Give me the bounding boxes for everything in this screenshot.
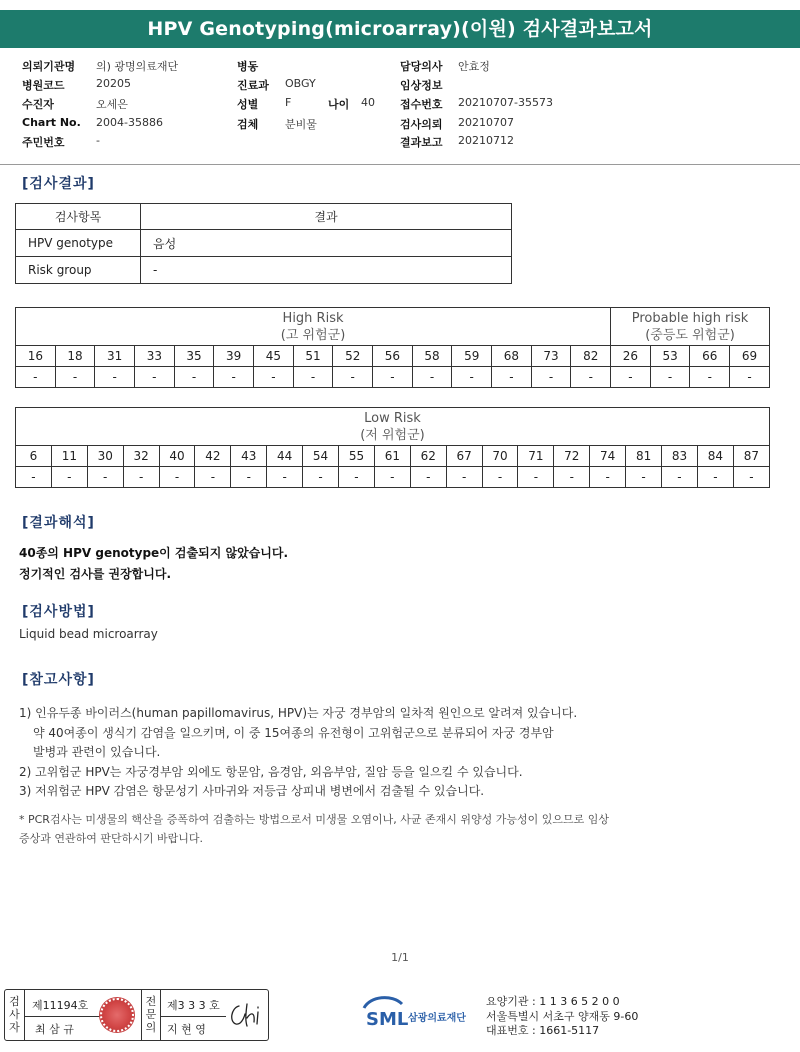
method-text: Liquid bead microarray <box>19 627 158 641</box>
examiner-seal-icon <box>100 998 134 1032</box>
low-risk-type-row <box>16 446 770 467</box>
genotype-number-cell: 40 <box>159 446 195 467</box>
resident-label: 주민번호 <box>22 136 65 149</box>
report-date-label: 결과보고 <box>400 136 443 149</box>
genotype-number-cell: 35 <box>174 346 214 367</box>
genotype-result-cell: - <box>339 467 375 488</box>
genotype-number-cell: 73 <box>531 346 571 367</box>
genotype-result-cell: - <box>16 467 52 488</box>
genotype-number-cell: 62 <box>410 446 446 467</box>
genotype-result-cell: - <box>55 367 95 388</box>
genotype-number-cell: 82 <box>571 346 611 367</box>
probable-high-risk-title: Probable high risk <box>631 310 749 326</box>
genotype-number-cell: 26 <box>611 346 651 367</box>
request-label: 검사의뢰 <box>400 118 443 131</box>
genotype-number-cell: 39 <box>214 346 254 367</box>
genotype-result-cell: - <box>650 367 690 388</box>
note-item: 1) 인유두종 바이러스(human papillomavirus, HPV)는 자궁 경부암의 일차적 원인으로 알려져 있습니다. <box>19 706 578 720</box>
genotype-number-cell: 84 <box>697 446 733 467</box>
genotype-number-cell: 66 <box>690 346 730 367</box>
genotype-number-cell: 68 <box>492 346 532 367</box>
svg-text:SML: SML <box>366 1009 409 1030</box>
genotype-result-cell: - <box>690 367 730 388</box>
signature-icon <box>227 1000 265 1030</box>
hospital-code-value: 20205 <box>96 77 131 90</box>
institution-label: 의뢰기관명 <box>22 60 76 73</box>
page-number: 1/1 <box>391 951 409 964</box>
genotype-result-cell: - <box>373 367 413 388</box>
divider <box>161 1016 226 1017</box>
genotype-result-cell: - <box>16 367 56 388</box>
patient-value: 오세은 <box>96 98 128 111</box>
sex-value: F <box>285 96 292 109</box>
company-phone: 대표번호 : 1661-5117 <box>486 1024 600 1037</box>
patient-label: 수진자 <box>22 98 54 111</box>
genotype-result-cell: - <box>554 467 590 488</box>
receipt-value: 20210707-35573 <box>458 96 553 109</box>
patient-info-block <box>0 57 800 165</box>
genotype-number-cell: 16 <box>16 346 56 367</box>
genotype-number-cell: 72 <box>554 446 590 467</box>
note-item: 2) 고위험군 HPV는 자궁경부암 외에도 항문암, 음경암, 외음부암, 질암 등을 일으킬 수 있습니다. <box>19 764 523 779</box>
examiner-label-text: 검 사 자 <box>9 995 20 1034</box>
genotype-result-cell: - <box>730 367 770 388</box>
interpretation-line: 40종의 HPV genotype이 검출되지 않았습니다. <box>19 546 289 560</box>
result-item-cell: Risk group <box>16 257 141 284</box>
genotype-result-cell: - <box>135 367 175 388</box>
result-item-cell: HPV genotype <box>16 230 141 257</box>
note-item: 3) 저위험군 HPV 감염은 항문성기 사마귀와 저등급 상피내 병변에서 검출될 수 있습니다. <box>19 784 485 798</box>
sex-label: 성별 <box>237 98 259 111</box>
genotype-number-cell: 74 <box>590 446 626 467</box>
examiner-name: 최 삼 규 <box>35 1023 74 1036</box>
genotype-result-cell: - <box>571 367 611 388</box>
probable-high-risk-header <box>611 308 770 346</box>
genotype-number-cell: 69 <box>730 346 770 367</box>
genotype-number-cell: 56 <box>373 346 413 367</box>
examiner-label <box>5 990 25 1040</box>
genotype-number-cell: 70 <box>482 446 518 467</box>
genotype-result-cell: - <box>662 467 698 488</box>
genotype-result-cell: - <box>303 467 339 488</box>
genotype-result-cell: - <box>452 367 492 388</box>
method-section-title: [검사방법] <box>22 604 95 620</box>
request-value: 20210707 <box>458 116 514 129</box>
specimen-label: 검체 <box>237 118 259 131</box>
genotype-result-cell: - <box>293 367 333 388</box>
genotype-number-cell: 42 <box>195 446 231 467</box>
genotype-number-cell: 51 <box>293 346 333 367</box>
divider <box>25 1016 103 1017</box>
genotype-result-cell: - <box>214 367 254 388</box>
genotype-result-cell: - <box>254 367 294 388</box>
company-name: 삼광의료재단 <box>408 1013 466 1024</box>
genotype-number-cell: 53 <box>650 346 690 367</box>
specialist-label-text: 전 문 의 <box>145 995 157 1034</box>
interpretation-line: 정기적인 검사를 권장합니다. <box>19 567 172 581</box>
genotype-result-cell: - <box>531 367 571 388</box>
footnote-line: 증상과 연관하여 판단하시기 바랍니다. <box>19 832 204 845</box>
col-item-header: 검사항목 <box>16 204 141 230</box>
specialist-name: 지 현 영 <box>167 1023 206 1036</box>
genotype-number-cell: 33 <box>135 346 175 367</box>
genotype-result-cell: - <box>611 367 651 388</box>
high-risk-subtitle: (고 위험군) <box>280 327 346 343</box>
genotype-number-cell: 83 <box>662 446 698 467</box>
result-value-cell: - <box>141 257 512 284</box>
genotype-result-cell: - <box>123 467 159 488</box>
genotype-number-cell: 71 <box>518 446 554 467</box>
specimen-value: 분비물 <box>285 118 317 131</box>
genotype-result-cell: - <box>697 467 733 488</box>
dept-value: OBGY <box>285 77 316 90</box>
chart-value: 2004-35886 <box>96 116 163 129</box>
genotype-number-cell: 61 <box>374 446 410 467</box>
genotype-result-cell: - <box>733 467 769 488</box>
high-risk-header <box>16 308 611 346</box>
genotype-number-cell: 87 <box>733 446 769 467</box>
probable-high-risk-subtitle: (중등도 위험군) <box>645 327 735 343</box>
genotype-result-cell: - <box>267 467 303 488</box>
genotype-result-cell: - <box>51 467 87 488</box>
genotype-result-cell: - <box>412 367 452 388</box>
genotype-result-cell: - <box>159 467 195 488</box>
genotype-number-cell: 32 <box>123 446 159 467</box>
hospital-code-label: 병원코드 <box>22 79 65 92</box>
genotype-number-cell: 31 <box>95 346 135 367</box>
result-table <box>15 203 512 284</box>
genotype-result-cell: - <box>590 467 626 488</box>
genotype-result-cell: - <box>482 467 518 488</box>
genotype-result-cell: - <box>333 367 373 388</box>
ward-label: 병동 <box>237 60 259 73</box>
report-date-value: 20210712 <box>458 134 514 147</box>
genotype-number-cell: 58 <box>412 346 452 367</box>
high-risk-type-row <box>16 346 770 367</box>
high-risk-value-row <box>16 367 770 388</box>
genotype-result-cell: - <box>231 467 267 488</box>
genotype-result-cell: - <box>95 367 135 388</box>
low-risk-subtitle: (저 위험군) <box>360 427 425 443</box>
genotype-number-cell: 30 <box>87 446 123 467</box>
col-result-header: 결과 <box>141 204 512 230</box>
company-address: 서울특별시 서초구 양재동 9-60 <box>486 1009 639 1023</box>
genotype-number-cell: 81 <box>626 446 662 467</box>
chart-label: Chart No. <box>22 116 81 129</box>
genotype-number-cell: 43 <box>231 446 267 467</box>
specialist-label <box>141 990 161 1040</box>
genotype-result-cell: - <box>518 467 554 488</box>
low-risk-genotype-table <box>15 407 770 488</box>
genotype-number-cell: 45 <box>254 346 294 367</box>
company-info <box>486 995 638 1039</box>
age-value: 40 <box>361 96 375 109</box>
genotype-result-cell: - <box>374 467 410 488</box>
company-code: 요양기관 : 1 1 3 6 5 2 0 0 <box>486 995 620 1008</box>
table-row <box>16 230 512 257</box>
genotype-number-cell: 52 <box>333 346 373 367</box>
examiner-license-no: 제11194호 <box>32 999 89 1012</box>
note-item-continuation: 발병과 관련이 있습니다. <box>33 745 161 759</box>
clinical-label: 임상정보 <box>400 79 443 92</box>
doctor-label: 담당의사 <box>400 60 443 73</box>
result-table-header <box>16 204 512 230</box>
results-section-title: [검사결과] <box>22 176 95 192</box>
genotype-number-cell: 18 <box>55 346 95 367</box>
low-risk-value-row <box>16 467 770 488</box>
genotype-number-cell: 55 <box>339 446 375 467</box>
genotype-number-cell: 67 <box>446 446 482 467</box>
interpretation-section-title: [결과해석] <box>22 515 95 531</box>
signature-box <box>4 989 269 1041</box>
info-divider <box>0 164 800 165</box>
dept-label: 진료과 <box>237 79 269 92</box>
genotype-result-cell: - <box>410 467 446 488</box>
interpretation-text <box>19 543 288 585</box>
age-label: 나이 <box>328 98 350 111</box>
genotype-result-cell: - <box>87 467 123 488</box>
notes-section-title: [참고사항] <box>22 672 95 688</box>
genotype-number-cell: 44 <box>267 446 303 467</box>
footnote-line: * PCR검사는 미생물의 핵산을 증폭하여 검출하는 방법으로서 미생물 오염이나, 사균 존재시 위양성 가능성이 있으므로 임상 <box>19 813 609 826</box>
genotype-result-cell: - <box>626 467 662 488</box>
institution-value: 의) 광명의료재단 <box>96 60 179 73</box>
high-risk-genotype-table <box>15 307 770 388</box>
receipt-label: 접수번호 <box>400 98 443 111</box>
genotype-result-cell: - <box>174 367 214 388</box>
genotype-number-cell: 11 <box>51 446 87 467</box>
low-risk-header <box>16 408 770 446</box>
table-row <box>16 257 512 284</box>
genotype-result-cell: - <box>446 467 482 488</box>
footnote <box>19 810 609 848</box>
genotype-result-cell: - <box>195 467 231 488</box>
genotype-result-cell: - <box>492 367 532 388</box>
note-item-continuation: 약 40여종이 생식기 감염을 일으키며, 이 중 15여종의 유전형이 고위험군으로 분류되어 자궁 경부암 <box>33 725 554 740</box>
specialist-license-no: 제3 3 3 호 <box>167 999 220 1012</box>
genotype-number-cell: 59 <box>452 346 492 367</box>
genotype-number-cell: 6 <box>16 446 52 467</box>
result-value-cell: 음성 <box>141 230 512 257</box>
high-risk-title: High Risk <box>282 310 344 326</box>
resident-value: - <box>96 134 100 147</box>
genotype-number-cell: 54 <box>303 446 339 467</box>
report-title: HPV Genotyping(microarray)(이원) 검사결과보고서 <box>0 10 800 48</box>
notes-list <box>19 704 577 802</box>
doctor-value: 안효정 <box>458 60 490 73</box>
low-risk-title: Low Risk <box>364 410 421 426</box>
